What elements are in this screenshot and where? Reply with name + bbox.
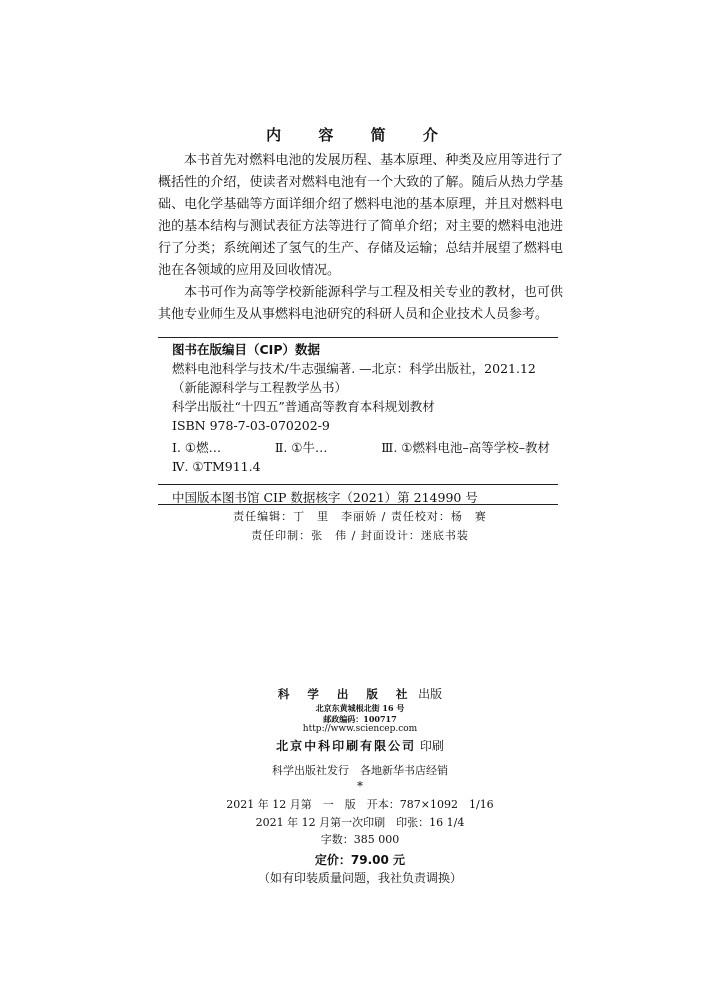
edition-line-1: 2021 年 12 月第 一 版 开本：787×1092 1/16 bbox=[226, 798, 494, 811]
cip-class-3: Ⅲ. ①燃料电池–高等学校–教材 bbox=[381, 440, 550, 455]
cip-verify-number: 中国版本图书馆 CIP 数据核字（2021）第 214990 号 bbox=[172, 490, 478, 505]
publisher-name: 科 学 出 版 社 bbox=[277, 687, 415, 701]
summary-text bbox=[158, 150, 563, 326]
distribution-line: 科学出版社发行 各地新华书店经销 bbox=[272, 764, 448, 777]
edition-line-2: 2021 年 12 月第一次印刷 印张：16 1/4 bbox=[255, 816, 465, 829]
cip-middle-rule bbox=[158, 484, 558, 485]
price: 定价：79.00 元 bbox=[314, 853, 406, 867]
cip-block bbox=[172, 340, 558, 476]
publisher-postcode: 邮政编码：100717 bbox=[323, 714, 397, 724]
printer-line bbox=[0, 737, 720, 754]
cip-classification-row bbox=[172, 438, 550, 457]
cip-title-line: 燃料电池科学与技术/牛志强编著. —北京：科学出版社，2021.12 bbox=[172, 361, 536, 376]
separator-star: * bbox=[357, 779, 363, 793]
staff-line-editors: 责任编辑：丁 里 李丽娇 / 责任校对：杨 赛 bbox=[233, 510, 487, 523]
cip-class-2: Ⅱ. ①牛… bbox=[274, 440, 328, 455]
cip-series-line: （新能源科学与工程教学丛书） bbox=[172, 380, 348, 395]
cip-isbn: ISBN 978-7-03-070202-9 bbox=[172, 418, 330, 433]
publisher-address: 北京东黄城根北街 16 号 bbox=[315, 703, 405, 713]
cip-class-4: Ⅳ. ①TM911.4 bbox=[172, 459, 261, 474]
cip-heading: 图书在版编目（CIP）数据 bbox=[172, 342, 320, 357]
summary-paragraph-2: 本书可作为高等学校新能源科学与工程及相关专业的教材，也可供其他专业师生及从事燃料电池研究的科研人员和企业技术人员参考。 bbox=[158, 285, 563, 322]
publisher-line bbox=[0, 685, 720, 702]
cip-bottom-rule bbox=[158, 504, 558, 505]
cip-plan-line: 科学出版社“十四五”普通高等教育本科规划教材 bbox=[172, 399, 435, 414]
publisher-website: http://www.sciencep.com bbox=[302, 724, 418, 734]
summary-paragraph-1: 本书首先对燃料电池的发展历程、基本原理、种类及应用等进行了概括性的介绍，使读者对燃料电池有一个大致的了解。随后从热力学基础、电化学基础等方面详细介绍了燃料电池的基本原理，并且对燃料电池的基本结构与测试表征方法等进行了简单介绍；对主要的燃料电池进行了分类；系统阐述了氢气的生产、存储及运输；总结并展望了燃料电池在各领域的应用及回收情况。 bbox=[158, 153, 563, 278]
cip-top-rule bbox=[158, 337, 558, 338]
cip-class-1: Ⅰ. ①燃… bbox=[172, 440, 222, 455]
publisher-suffix: 出版 bbox=[418, 687, 443, 701]
word-count: 字数：385 000 bbox=[320, 833, 400, 846]
quality-note: （如有印装质量问题，我社负责调换） bbox=[257, 871, 462, 885]
printer-name: 北京中科印刷有限公司 bbox=[276, 739, 417, 753]
summary-title: 内 容 简 介 bbox=[266, 126, 454, 144]
printer-suffix: 印刷 bbox=[419, 739, 444, 753]
staff-line-production: 责任印制：张 伟 / 封面设计：迷底书装 bbox=[251, 529, 469, 542]
